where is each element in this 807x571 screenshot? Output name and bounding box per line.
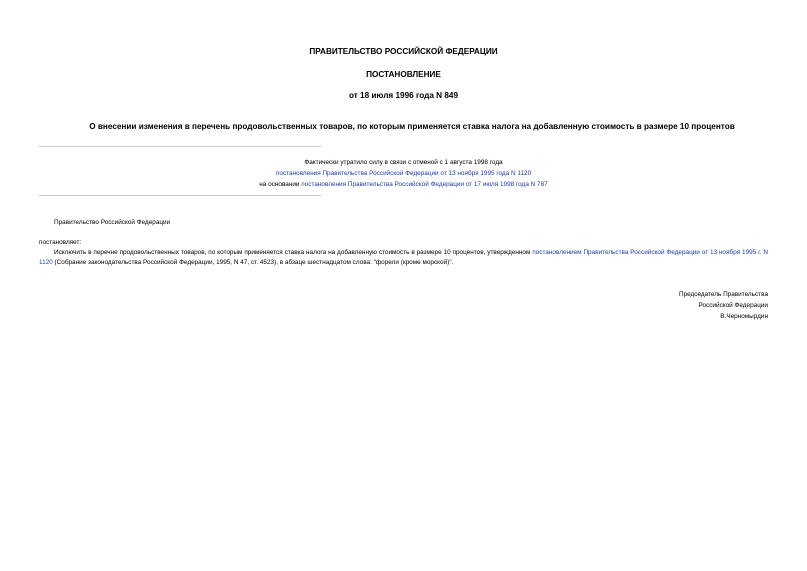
paragraph-text-start: Исключить в перечне продовольственных товаров, по которым применяется ставка налога на добавленную стоимость в размере 10 процентов, утвержденном [54,249,533,256]
signature-name: В.Черномырдин [720,313,768,320]
document-type-heading: ПОСТАНОВЛЕНИЕ [366,70,441,79]
document-subject-title: О внесении изменения в перечень продовольственных товаров, по которым применяется ставка налога на добавленную стоимость в размере 10 процентов [89,122,735,131]
signature-title: Председатель Правительства [679,291,768,298]
paragraph-text-end: (Собрание законодательства Российской Федерации, 1995, N 47, ст. 4523), в абзаце шестнадцатом слова: "форели (кроме морской)". [52,259,454,266]
date-number-heading: от 18 июля 1996 года N 849 [348,91,459,100]
government-heading: ПРАВИТЕЛЬСТВО РОССИЙСКОЙ ФЕДЕРАЦИИ [309,47,498,56]
status-link-resolution-787[interactable]: постановления Правительства Российской Федерации от 17 июля 1998 года N 787 [301,181,548,188]
government-line: Правительство Российской Федерации [54,219,171,226]
signature-organization: Российской Федерации [698,302,768,309]
status-line-3-prefix: на основании [259,181,302,188]
status-line-2 [0,168,807,179]
status-line-expired: Фактически утратило силу в связи с отменой с 1 августа 1998 года [304,159,503,166]
body-paragraph [39,248,768,268]
paragraph-link-resolution-1120[interactable]: постановлением Правительства Российской Федерации от 13 ноября 1995 г. N 1120 [39,249,768,266]
status-line-3 [0,179,807,190]
resolves-line: постановляет: [39,239,82,246]
status-divider-bottom [39,195,321,196]
status-divider-top [39,146,321,147]
status-link-resolution-1120[interactable]: постановления Правительства Российской Федерации от 13 ноября 1995 года N 1120 [275,170,532,177]
